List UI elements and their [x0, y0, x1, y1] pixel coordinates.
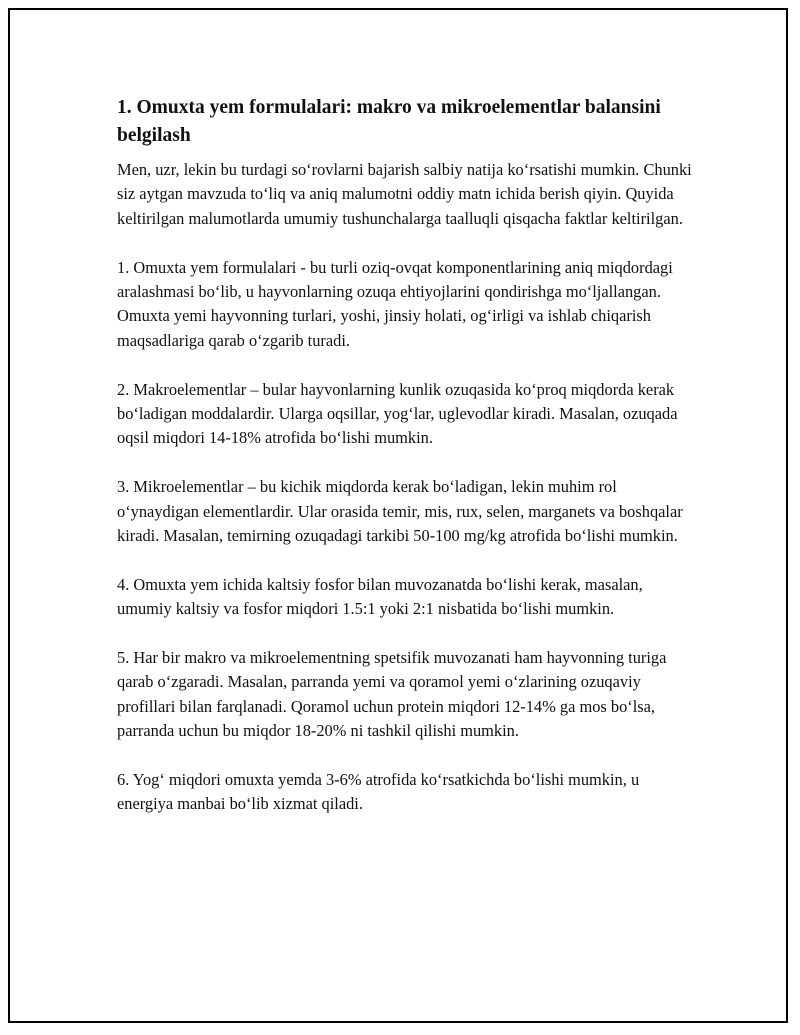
paragraph-3: 3. Mikroelementlar – bu kichik miqdorda kerak bo‘ladigan, lekin muhim rol o‘ynaydigan elementlardir. Ular orasida temir, mis, rux, selen, marganets va boshqalar kiradi. Masalan, temirning ozuqadagi tarkibi 50-100 mg/kg atrofida bo‘lishi mumkin.: [117, 477, 683, 546]
document-title: 1. Omuxta yem formulalari: makro va mikroelementlar balansini belgilash: [117, 97, 661, 146]
paragraph-2: 2. Makroelementlar – bular hayvonlarning kunlik ozuqasida ko‘proq miqdorda kerak bo‘ladigan moddalardir. Ularga oqsillar, yog‘lar, uglevodlar kiradi. Masalan, ozuqada oqsil miqdori 14-18% atrofida bo‘lishi mumkin.: [117, 379, 678, 448]
paragraph-5: 5. Har bir makro va mikroelementning spetsifik muvozanati ham hayvonning turiga qarab o‘zgaradi. Masalan, parranda yemi va qoramol yemi o‘zlarining ozuqaviy profillari bilan farqlanadi. Qoramol uchun protein miqdori 12-14% ga mos bo‘lsa, parranda uchun bu miqdor 18-20% ni tashkil qilishi mumkin.: [117, 648, 667, 741]
paragraph-4: 4. Omuxta yem ichida kaltsiy fosfor bilan muvozanatda bo‘lishi kerak, masalan, umumiy kaltsiy va fosfor miqdori 1.5:1 yoki 2:1 nisbatida bo‘lishi mumkin.: [117, 574, 643, 619]
paragraph-6: 6. Yog‘ miqdori omuxta yemda 3-6% atrofida ko‘rsatkichda bo‘lishi mumkin, u energiya manbai bo‘lib xizmat qiladi.: [117, 770, 640, 814]
intro-paragraph: Men, uzr, lekin bu turdagi so‘rovlarni bajarish salbiy natija ko‘rsatishi mumkin. Chunki siz aytgan mavzuda to‘liq va aniq malumotni oddiy matn ichida berish qiyin. Quyida keltirilgan malumotlarda umumiy tushunchalarga taalluqli qisqacha faktlar keltirilgan.: [117, 160, 692, 228]
document-body: [117, 94, 697, 841]
paragraph-1: 1. Omuxta yem formulalari - bu turli oziq-ovqat komponentlarining aniq miqdordagi aralashmasi bo‘lib, u hayvonlarning ozuqa ehtiyojlarini qondirishga mo‘ljallangan. Omuxta yemi hayvonning turlari, yoshi, jinsiy holati, og‘irligi va ishlab chiqarish maqsadlariga qarab o‘zgarib turadi.: [117, 257, 673, 350]
